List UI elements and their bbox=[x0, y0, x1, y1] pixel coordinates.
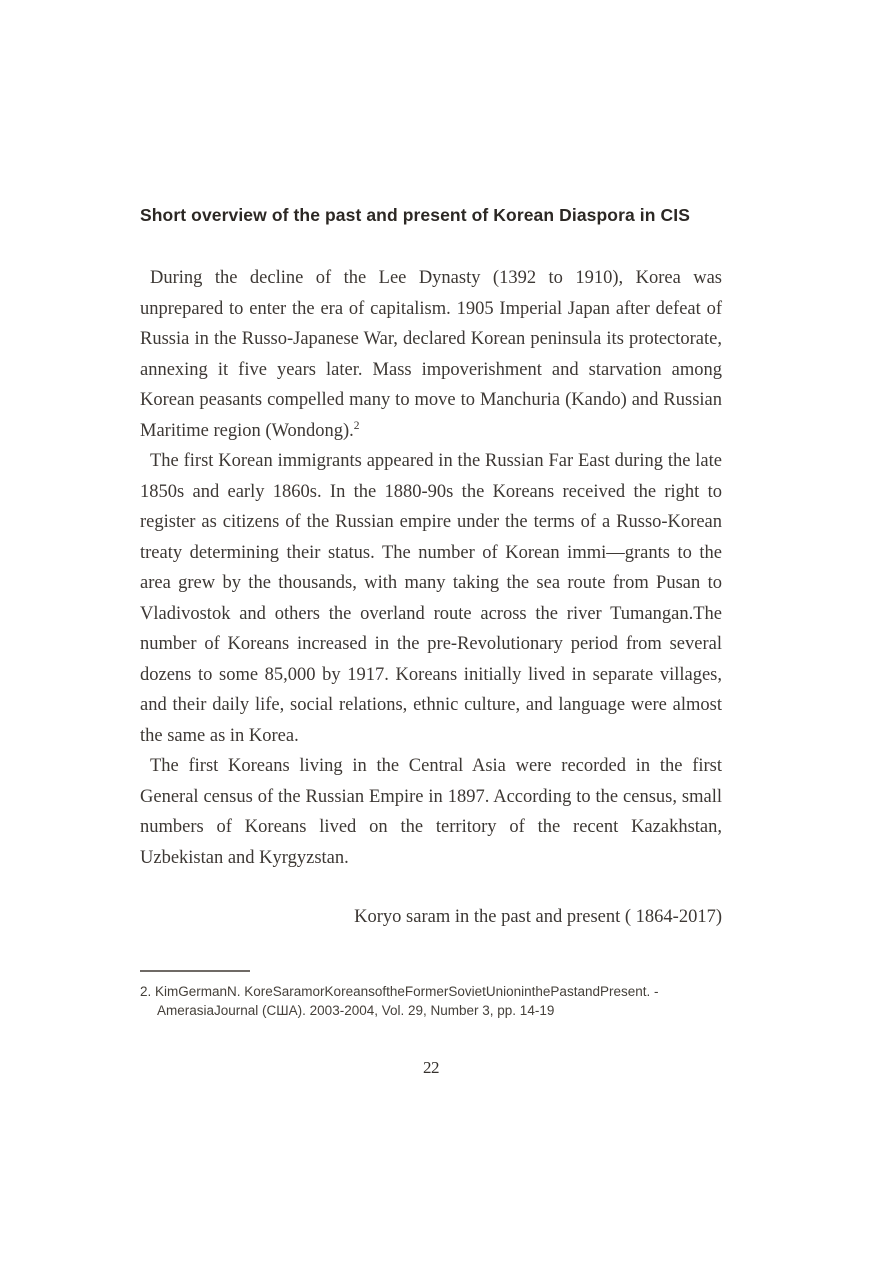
paragraph-1-text: During the decline of the Lee Dynasty (1392 to 1910), Korea was unprepared to enter the era of capitalism. 1905 Imperial Japan after defeat of Russia in the Russo-Japanese War, declared Korean peninsula its protectorate, annexing it five years later. Mass impoverishment and starvation among Korean peasants compelled many to move to Manchuria (Kando) and Russian Maritime region (Wondong). bbox=[140, 268, 722, 441]
page-title: Short overview of the past and present of Korean Diaspora in CIS bbox=[140, 205, 690, 225]
paragraph-1 bbox=[140, 263, 722, 446]
footnote-reference-marker: 2 bbox=[353, 419, 360, 432]
paragraph-3: The first Koreans living in the Central Asia were recorded in the first General census of the Russian Empire in 1897. According to the census, small numbers of Koreans lived on the territory of the recent Kazakhstan, Uzbekistan and Kyrgyzstan. bbox=[140, 756, 722, 868]
paragraph-2: The first Korean immigrants appeared in the Russian Far East during the late 1850s and early 1860s. In the 1880-90s the Koreans received the right to register as citizens of the Russian empire under the terms of a Russo-Korean treaty determining their status. The number of Korean immi—grants to the area grew by the thousands, with many taking the sea route from Pusan to Vladivostok and others the overland route across the river Tumangan.The number of Koreans increased in the pre-Revolutionary period from several dozens to some 85,000 by 1917. Koreans initially lived in separate villages, and their daily life, social relations, ethnic culture, and language were almost the same as in Korea. bbox=[140, 451, 722, 746]
footnote-separator-rule bbox=[140, 970, 250, 972]
footnote-line-1: 2. KimGermanN. KoreSaramorKoreansoftheFormerSovietUnioninthePastandPresent. - bbox=[140, 984, 659, 999]
footnote-block bbox=[140, 970, 722, 1020]
page-number: 22 bbox=[423, 1058, 439, 1077]
attribution-line: Koryo saram in the past and present ( 1864-2017) bbox=[354, 907, 722, 927]
footnote-line-2: AmerasiaJournal (США). 2003-2004, Vol. 29, Number 3, pp. 14-19 bbox=[157, 1002, 555, 1018]
article-body bbox=[140, 263, 722, 873]
